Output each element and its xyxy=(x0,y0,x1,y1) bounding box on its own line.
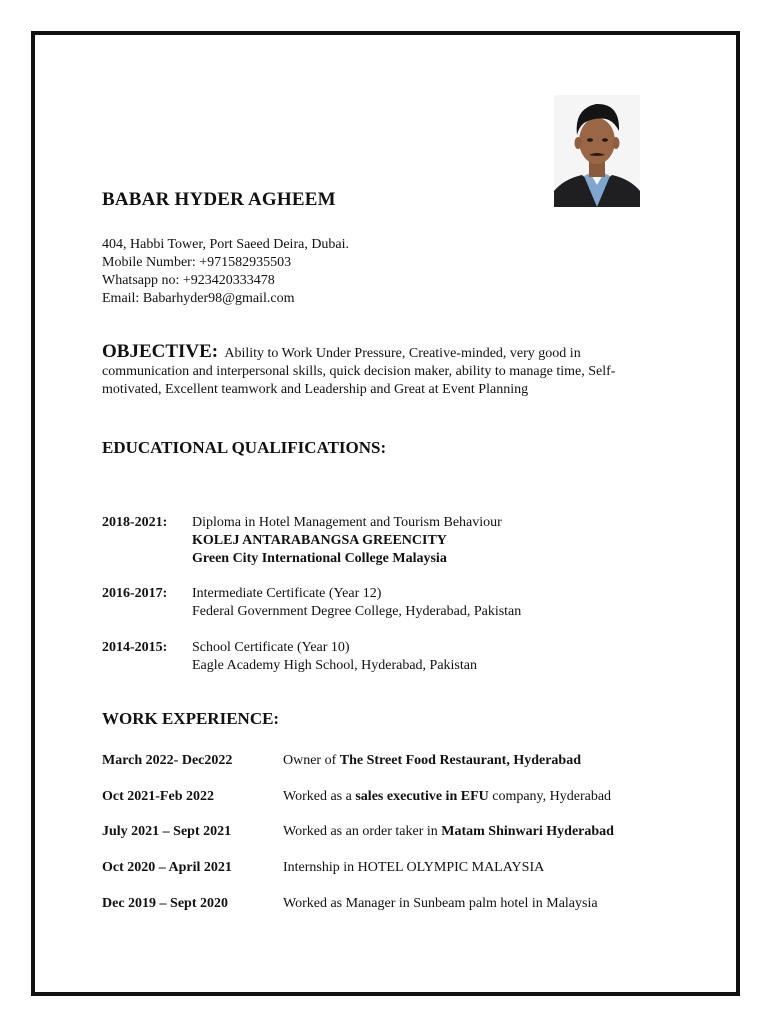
work-description: Worked as an order taker in Matam Shinwari Hyderabad xyxy=(283,824,614,839)
education-heading: EDUCATIONAL QUALIFICATIONS: xyxy=(102,438,387,457)
contact-address: 404, Habbi Tower, Port Saeed Deira, Dubai. xyxy=(102,237,350,252)
work-description: Owner of The Street Food Restaurant, Hyderabad xyxy=(283,753,581,768)
work-heading: WORK EXPERIENCE: xyxy=(102,709,280,728)
objective-section xyxy=(102,343,662,399)
objective-text: Ability to Work Under Pressure, Creative-minded, very good in communication and interpersonal skills, quick decision maker, ability to manage time, Self-motivated, Excellent teamwork and Leadership and Great at Event Planning xyxy=(102,346,616,397)
work-date: Dec 2019 – Sept 2020 xyxy=(102,896,228,911)
work-date: Oct 2021-Feb 2022 xyxy=(102,789,214,804)
contact-email: Email: Babarhyder98@gmail.com xyxy=(102,291,295,306)
objective-heading: OBJECTIVE: xyxy=(102,341,219,362)
education-course: Intermediate Certificate (Year 12) xyxy=(192,586,382,601)
education-course: Diploma in Hotel Management and Tourism Behaviour xyxy=(192,515,502,530)
profile-photo xyxy=(554,95,640,207)
education-institution: Eagle Academy High School, Hyderabad, Pakistan xyxy=(192,658,477,673)
work-date: July 2021 – Sept 2021 xyxy=(102,824,232,839)
education-institution: Federal Government Degree College, Hyderabad, Pakistan xyxy=(192,604,522,619)
education-years: 2014-2015: xyxy=(102,640,168,655)
education-years: 2016-2017: xyxy=(102,586,168,601)
education-years: 2018-2021: xyxy=(102,515,168,530)
work-date: March 2022- Dec2022 xyxy=(102,753,233,768)
education-institution: KOLEJ ANTARABANGSA GREENCITY xyxy=(192,533,447,548)
education-institution-detail: Green City International College Malaysia xyxy=(192,551,447,566)
work-date: Oct 2020 – April 2021 xyxy=(102,860,232,875)
candidate-name: BABAR HYDER AGHEEM xyxy=(102,189,336,210)
contact-whatsapp: Whatsapp no: +923420333478 xyxy=(102,273,275,288)
portrait-image xyxy=(554,95,640,207)
work-description: Internship in HOTEL OLYMPIC MALAYSIA xyxy=(283,860,545,875)
contact-block xyxy=(102,236,349,308)
education-course: School Certificate (Year 10) xyxy=(192,640,350,655)
work-description: Worked as a sales executive in EFU company, Hyderabad xyxy=(283,789,612,804)
contact-mobile: Mobile Number: +971582935503 xyxy=(102,255,292,270)
work-description: Worked as Manager in Sunbeam palm hotel in Malaysia xyxy=(283,896,598,911)
